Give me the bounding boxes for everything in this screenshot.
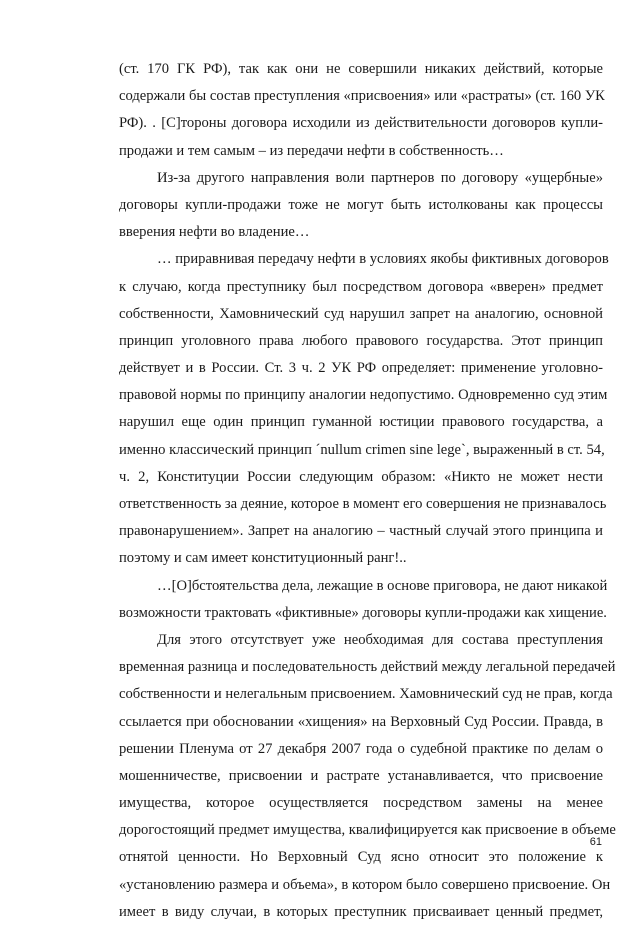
text-line: именно классический принцип ´nullum crimen sine lege`, выраженный в ст. 54, <box>119 441 605 458</box>
text-line: вверения нефти во владение… <box>119 224 310 241</box>
text-line: «установлению размера и объема», в котором было совершено присвоение. Он <box>119 876 611 893</box>
text-line: ссылается при обосновании «хищения» на Верховный Суд России. Правда, в <box>119 713 603 730</box>
text-line: (ст. 170 ГК РФ), так как они не совершили никаких действий, которые <box>119 61 603 77</box>
text-line: Из-за другого направления воли партнеров по договору «ущербные» <box>157 169 603 186</box>
text-line: продажи и тем самым – из передачи нефти в собственность… <box>119 142 504 159</box>
text-line: договоры купли-продажи тоже не могут быть истолкованы как процессы <box>119 196 603 213</box>
text-line: правовой нормы по принципу аналогии недопустимо. Одновременно суд этим <box>119 387 608 404</box>
text-line: … приравнивая передачу нефти в условиях якобы фиктивных договоров <box>157 251 609 268</box>
text-line: собственности, Хамовнический суд нарушил запрет на аналогию, основной <box>119 305 603 322</box>
text-line: имеет в виду случаи, в которых преступник присваивает ценный предмет, <box>119 903 603 920</box>
text-line: к случаю, когда преступнику был посредством договора «вверен» предмет <box>119 278 603 295</box>
page-number: 61 <box>589 836 602 848</box>
text-line: дорогостоящий предмет имущества, квалифицируется как присвоение в объеме <box>119 822 616 839</box>
text-line: отнятой ценности. Но Верховный Суд ясно относит это положение к <box>119 849 603 866</box>
text-line: мошенничестве, присвоении и растрате устанавливается, что присвоение <box>119 767 603 784</box>
text-line: собственности и нелегальным присвоением. Хамовнический суд не прав, когда <box>119 686 613 703</box>
text-line: временная разница и последовательность действий между легальной передачей <box>119 659 616 676</box>
body-text <box>119 56 616 926</box>
text-line: …[О]бстоятельства дела, лежащие в основе приговора, не дают никакой <box>157 577 608 594</box>
text-line: поэтому и сам имеет конституционный ранг!.. <box>119 550 407 567</box>
text-line: решении Пленума от 27 декабря 2007 года о судебной практике по делам о <box>119 740 603 757</box>
text-line: имущества, которое осуществляется посредством замены на менее <box>119 795 603 812</box>
text-line: принцип уголовного права любого правового государства. Этот принцип <box>119 332 603 349</box>
text-line: содержали бы состав преступления «присвоения» или «растраты» (ст. 160 УК <box>119 88 605 105</box>
text-line: правонарушением». Запрет на аналогию – частный случай этого принципа и <box>119 523 603 540</box>
text-line: действует и в России. Ст. 3 ч. 2 УК РФ определяет: применение уголовно- <box>119 360 603 377</box>
text-line: ответственность за деяние, которое в момент его совершения не признавалось <box>119 496 607 512</box>
text-line: ч. 2, Конституции России следующим образом: «Никто не может нести <box>119 468 603 485</box>
text-line: возможности трактовать «фиктивные» договоры купли-продажи как хищение. <box>119 604 607 621</box>
text-line: нарушил еще один принцип гуманной юстиции правового государства, а <box>119 414 603 431</box>
text-line: РФ). . [С]тороны договора исходили из действительности договоров купли- <box>119 115 603 132</box>
text-line: Для этого отсутствует уже необходимая для состава преступления <box>157 631 603 648</box>
